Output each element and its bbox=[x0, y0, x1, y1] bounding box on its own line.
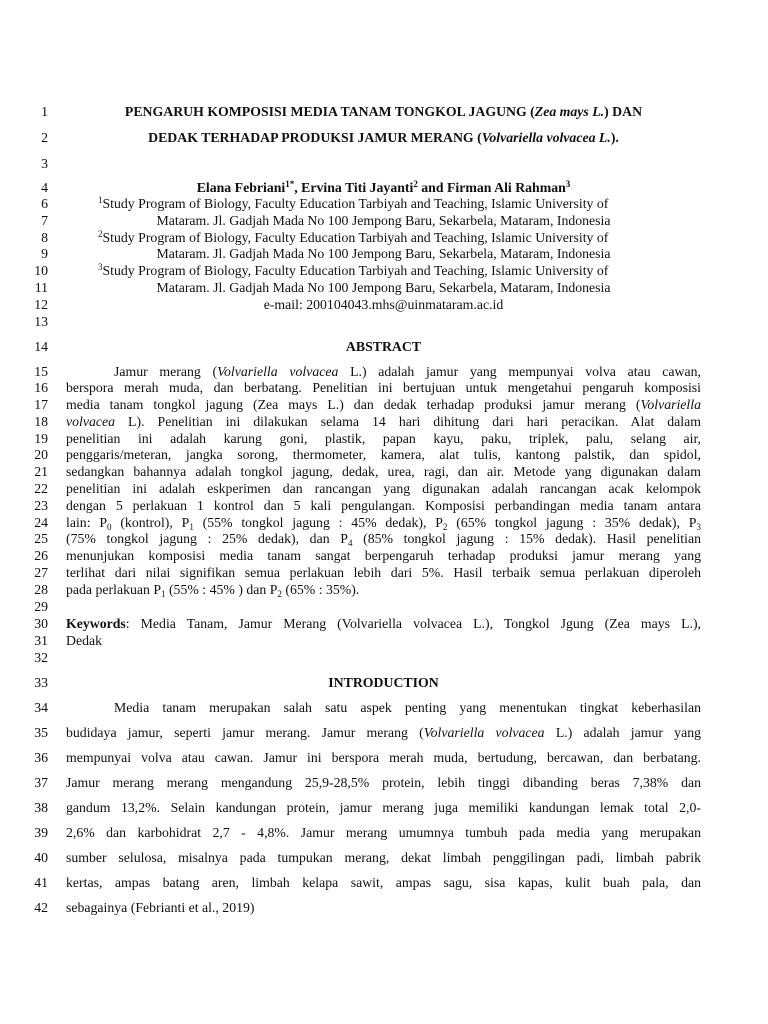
line-37 bbox=[0, 774, 768, 792]
line-number: 33 bbox=[34, 675, 48, 690]
line-20 bbox=[0, 446, 768, 464]
line-number: 38 bbox=[34, 800, 48, 815]
line-number: 12 bbox=[34, 297, 48, 312]
line-17 bbox=[0, 396, 768, 414]
abstract-text: media tanam tongkol jagung (Zea mays L.) dan dedak terhadap produksi jamur merang (Volvariella bbox=[66, 397, 701, 412]
line-number: 18 bbox=[34, 414, 48, 429]
line-6 bbox=[0, 195, 768, 213]
line-33 bbox=[0, 674, 768, 692]
line-18 bbox=[0, 413, 768, 431]
line-number: 9 bbox=[41, 246, 48, 261]
line-11 bbox=[0, 279, 768, 297]
line-number: 25 bbox=[34, 531, 48, 546]
introduction-text: Media tanam merupakan salah satu aspek penting yang menentukan tingkat keberhasilan bbox=[114, 700, 701, 715]
affiliation-3-line-1: $^3$Study Program of Biology, Faculty Education Tarbiyah and Teaching, Islamic University of bbox=[98, 262, 609, 278]
affiliation-3-line-2: Mataram. Jl. Gadjah Mada No 100 Jempong Baru, Sekarbela, Mataram, Indonesia bbox=[156, 280, 611, 295]
affiliation-2-line-1: $^2$Study Program of Biology, Faculty Education Tarbiyah and Teaching, Islamic University of bbox=[98, 229, 609, 245]
introduction-text: 2,6% dan karbohidrat 2,7 - 4,8%. Jamur merang umumnya tumbuh pada media yang merupakan bbox=[66, 825, 701, 840]
introduction-text: Jamur merang merang mengandung 25,9-28,5% protein, lebih tinggi dibanding beras 7,38% dan bbox=[66, 775, 701, 790]
line-25 bbox=[0, 530, 768, 548]
line-number: 39 bbox=[34, 825, 48, 840]
line-14 bbox=[0, 338, 768, 356]
line-number: 4 bbox=[41, 180, 48, 195]
affiliation-1-line-2: Mataram. Jl. Gadjah Mada No 100 Jempong Baru, Sekarbela, Mataram, Indonesia bbox=[156, 213, 611, 228]
line-number: 36 bbox=[34, 750, 48, 765]
authors: Elana Febriani$^{1*}$, Ervina Titi Jayanti$^2$ and Firman Ali Rahman$^3$ bbox=[196, 179, 571, 195]
line-number: 32 bbox=[34, 650, 48, 665]
line-number: 23 bbox=[34, 498, 48, 513]
line-31 bbox=[0, 632, 768, 650]
line-10 bbox=[0, 262, 768, 280]
line-22 bbox=[0, 480, 768, 498]
line-number: 14 bbox=[34, 339, 48, 354]
line-32 bbox=[0, 649, 768, 667]
line-number: 17 bbox=[34, 397, 48, 412]
line-number: 7 bbox=[41, 213, 48, 228]
line-number: 27 bbox=[34, 565, 48, 580]
line-9 bbox=[0, 245, 768, 263]
line-number: 6 bbox=[41, 196, 48, 211]
paper-title-line-2: DEDAK TERHADAP PRODUKSI JAMUR MERANG (Volvariella volvacea L.). bbox=[148, 130, 619, 145]
abstract-text: volvacea L). Penelitian ini dilakukan selama 14 hari dihitung dari hari peracikan. Alat dalam bbox=[66, 414, 701, 429]
line-23 bbox=[0, 497, 768, 515]
line-number: 42 bbox=[34, 900, 48, 915]
line-number: 28 bbox=[34, 582, 48, 597]
line-1 bbox=[0, 103, 768, 121]
line-number: 26 bbox=[34, 548, 48, 563]
line-12 bbox=[0, 296, 768, 314]
abstract-text: sedangkan bahannya adalah tongkol jagung, dedak, urea, ragi, dan air. Metode yang digunakan dalam bbox=[66, 464, 701, 479]
affiliation-1-line-1: $^1$Study Program of Biology, Faculty Education Tarbiyah and Teaching, Islamic University of bbox=[98, 195, 609, 211]
abstract-text: menunjukan komposisi media tanam sangat berpengaruh terhadap produksi jamur merang yang bbox=[66, 548, 701, 563]
line-number: 21 bbox=[34, 464, 48, 479]
line-number: 2 bbox=[41, 130, 48, 145]
line-number: 13 bbox=[34, 314, 48, 329]
line-number: 1 bbox=[41, 104, 48, 119]
line-number: 31 bbox=[34, 633, 48, 648]
introduction-text: sumber selulosa, misalnya pada tumpukan merang, dekat limbah penggilingan padi, limbah pabrik bbox=[66, 850, 701, 865]
abstract-text: (75% tongkol jagung : 25% dedak), dan $P_4$ (85% tongkol jagung : 15% dedak). Hasil penelitian bbox=[66, 531, 701, 548]
line-21 bbox=[0, 463, 768, 481]
line-number: 10 bbox=[34, 263, 48, 278]
line-number: 16 bbox=[34, 380, 48, 395]
line-30 bbox=[0, 615, 768, 633]
line-38 bbox=[0, 799, 768, 817]
abstract-text: terlihat dari nilai signifikan semua perlakuan lebih dari 5%. Hasil terbaik semua perlakuan diperoleh bbox=[66, 565, 701, 580]
line-number: 37 bbox=[34, 775, 48, 790]
abstract-text: berspora merah muda, dan berbatang. Penelitian ini bertujuan untuk mengetahui pengaruh komposisi bbox=[66, 380, 701, 395]
affiliation-2-line-2: Mataram. Jl. Gadjah Mada No 100 Jempong Baru, Sekarbela, Mataram, Indonesia bbox=[156, 246, 611, 261]
line-16 bbox=[0, 379, 768, 397]
line-34 bbox=[0, 699, 768, 717]
line-36 bbox=[0, 749, 768, 767]
line-number: 15 bbox=[34, 364, 48, 379]
line-28 bbox=[0, 581, 768, 599]
abstract-text: penelitian ini adalah eskperimen dan rancangan yang digunakan adalah rancangan acak kelompok bbox=[66, 481, 701, 496]
line-35 bbox=[0, 724, 768, 742]
line-41 bbox=[0, 874, 768, 892]
abstract-text: pada perlakuan $P_1$ (55% : 45% ) dan $P_2$ (65% : 35%). bbox=[66, 582, 360, 599]
line-number: 34 bbox=[34, 700, 48, 715]
email: e-mail: 200104043.mhs@uinmataram.ac.id bbox=[263, 297, 504, 312]
line-number: 35 bbox=[34, 725, 48, 740]
line-number: 30 bbox=[34, 616, 48, 631]
line-42 bbox=[0, 899, 768, 917]
line-29 bbox=[0, 598, 768, 616]
introduction-text: sebagainya (Febrianti et al., 2019) bbox=[66, 900, 255, 915]
line-27 bbox=[0, 564, 768, 582]
line-number: 20 bbox=[34, 447, 48, 462]
line-2 bbox=[0, 129, 768, 147]
line-number: 11 bbox=[34, 280, 48, 295]
line-number: 8 bbox=[41, 230, 48, 245]
line-number: 19 bbox=[34, 431, 48, 446]
abstract-text: penggaris/meteran, jangka sorong, thermometer, kamera, alat tulis, kantong palstik, dan spidol, bbox=[66, 447, 701, 462]
introduction-heading: INTRODUCTION bbox=[328, 675, 439, 690]
line-number: 41 bbox=[34, 875, 48, 890]
line-26 bbox=[0, 547, 768, 565]
line-3 bbox=[0, 155, 768, 173]
abstract-text: lain: $P_0$ (kontrol), $P_1$ (55% tongkol jagung : 45% dedak), $P_2$ (65% tongkol jagung : 35% dedak), $P_3$ bbox=[66, 515, 701, 532]
line-number: 24 bbox=[34, 515, 48, 530]
paper-title-line-1: PENGARUH KOMPOSISI MEDIA TANAM TONGKOL JAGUNG (Zea mays L.) DAN bbox=[124, 104, 643, 119]
line-13 bbox=[0, 313, 768, 331]
line-number: 29 bbox=[34, 599, 48, 614]
abstract-heading: ABSTRACT bbox=[345, 339, 422, 354]
abstract-text: Jamur merang (Volvariella volvacea L.) adalah jamur yang mempunyai volva atau cawan, bbox=[114, 364, 701, 379]
abstract-text: penelitian ini adalah karung goni, plastik, papan kayu, paku, triplek, palu, selang air, bbox=[66, 431, 701, 446]
line-39 bbox=[0, 824, 768, 842]
line-number: 40 bbox=[34, 850, 48, 865]
line-number: 3 bbox=[41, 156, 48, 171]
abstract-text: dengan 5 perlakuan 1 kontrol dan 5 kali pengulangan. Komposisi perbandingan media tanam antara bbox=[66, 498, 701, 513]
line-number: 22 bbox=[34, 481, 48, 496]
line-7 bbox=[0, 212, 768, 230]
line-40 bbox=[0, 849, 768, 867]
introduction-text: budidaya jamur, seperti jamur merang. Jamur merang (Volvariella volvacea L.) adalah jamur yang bbox=[66, 725, 701, 740]
keywords: Keywords: Media Tanam, Jamur Merang (Volvariella volvacea L.), Tongkol Jgung (Zea mays L.), bbox=[66, 616, 701, 631]
introduction-text: mempunyai volva atau cawan. Jamur ini berspora merah muda, bertudung, bercawan, dan berbatang. bbox=[66, 750, 701, 765]
keywords-label: Keywords bbox=[66, 616, 126, 631]
keywords-continued: Dedak bbox=[66, 633, 103, 648]
introduction-text: gandum 13,2%. Selain kandungan protein, jamur merang juga memiliki kandungan lemak total 2,0- bbox=[66, 800, 701, 815]
introduction-text: kertas, ampas batang aren, limbah kelapa sawit, ampas sagu, sisa kapas, kulit buah pala, dan bbox=[66, 875, 701, 890]
